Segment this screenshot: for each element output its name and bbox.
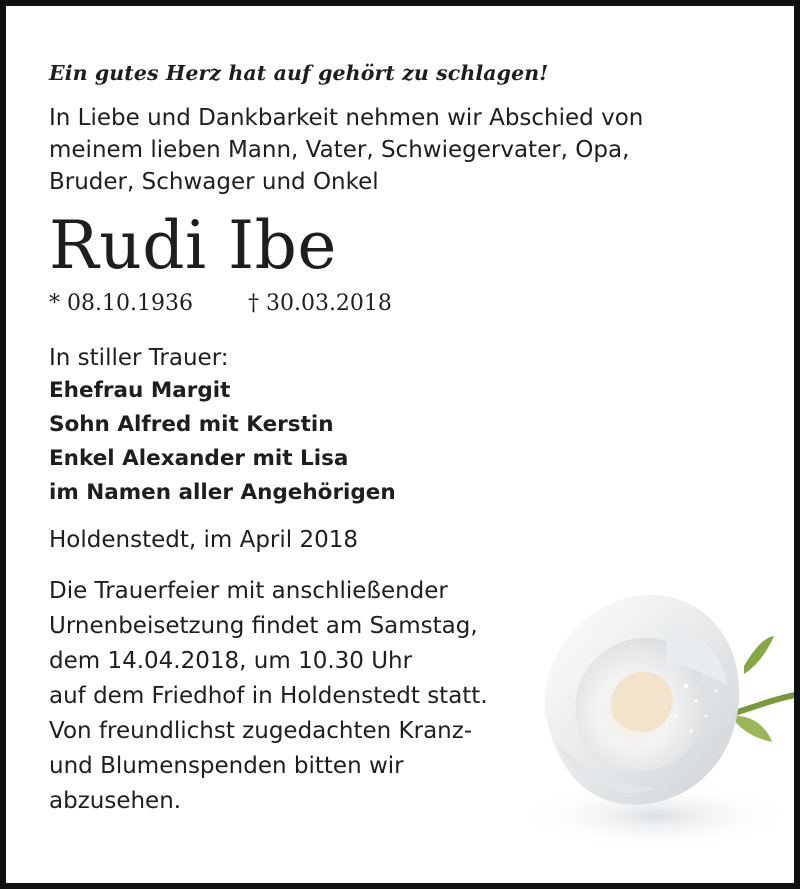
mourner-item: Ehefrau Margit xyxy=(49,378,231,403)
ceremony-line: abzusehen. xyxy=(49,788,182,814)
motto-heading: Ein gutes Herz hat auf gehört zu schlagen! xyxy=(49,61,549,85)
ceremony-line: auf dem Friedhof in Holdenstedt statt. xyxy=(49,683,488,709)
ceremony-line: dem 14.04.2018, um 10.30 Uhr xyxy=(49,648,413,674)
ceremony-text xyxy=(49,574,749,819)
intro-line: In Liebe und Dankbarkeit nehmen wir Abschied von xyxy=(49,105,644,131)
ceremony-line: und Blumenspenden bitten wir xyxy=(49,753,404,779)
mourner-item: im Namen aller Angehörigen xyxy=(49,480,396,505)
birth-date: * 08.10.1936 xyxy=(49,291,193,316)
life-dates xyxy=(49,288,749,320)
death-date: † 30.03.2018 xyxy=(247,291,392,316)
ceremony-line: Von freundlichst zugedachten Kranz- xyxy=(49,718,473,744)
mourners-block xyxy=(49,342,749,510)
intro-line: Bruder, Schwager und Onkel xyxy=(49,169,379,195)
mourner-item: Enkel Alexander mit Lisa xyxy=(49,446,349,471)
deceased-name: Rudi Ibe xyxy=(49,207,337,284)
notice-content xyxy=(49,58,749,819)
mourning-heading: In stiller Trauer: xyxy=(49,345,229,371)
mourner-item: Sohn Alfred mit Kerstin xyxy=(49,412,334,437)
ceremony-line: Die Trauerfeier mit anschließender xyxy=(49,578,448,604)
intro-line: meinem lieben Mann, Vater, Schwiegervater, Opa, xyxy=(49,137,630,163)
ceremony-line: Urnenbeisetzung findet am Samstag, xyxy=(49,613,478,639)
intro-text xyxy=(49,102,749,198)
place-date: Holdenstedt, im April 2018 xyxy=(49,527,358,553)
